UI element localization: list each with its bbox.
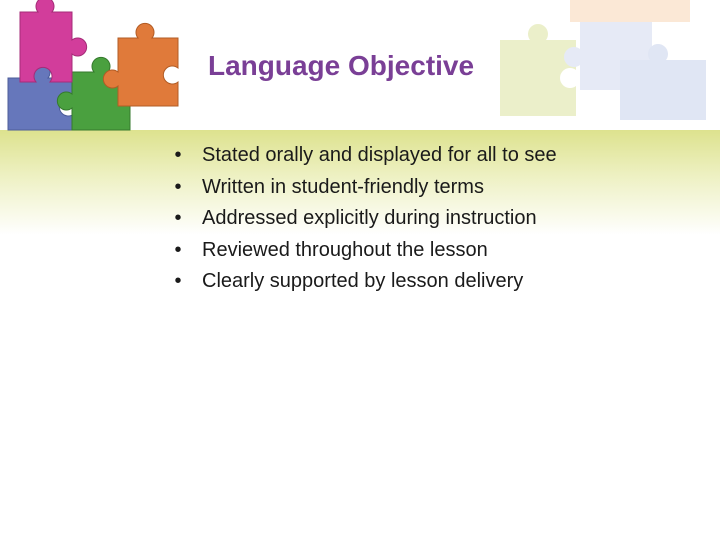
faded-puzzle-pieces-graphic xyxy=(470,0,720,135)
bullet-marker: • xyxy=(174,207,182,230)
bullet-item xyxy=(172,266,557,298)
bullet-marker: • xyxy=(174,238,182,261)
bullet-marker: • xyxy=(174,144,182,166)
bullet-list xyxy=(172,140,557,298)
bullet-item xyxy=(172,172,557,204)
puzzle-piece-magenta xyxy=(20,0,87,82)
bullet-item xyxy=(172,235,557,267)
bullet-text: Clearly supported by lesson delivery xyxy=(202,270,524,293)
bullet-text: Stated orally and displayed for all to see xyxy=(202,144,557,166)
bullet-text: Addressed explicitly during instruction xyxy=(202,207,537,230)
bullet-item xyxy=(172,203,557,235)
slide-title: Language Objective xyxy=(208,50,475,81)
bullet-marker: • xyxy=(174,175,182,198)
bullet-marker: • xyxy=(174,270,182,293)
bullet-text: Reviewed throughout the lesson xyxy=(202,238,488,261)
puzzle-pieces-graphic xyxy=(0,0,190,140)
bullet-item xyxy=(172,140,557,172)
bullet-text: Written in student-friendly terms xyxy=(202,175,484,198)
